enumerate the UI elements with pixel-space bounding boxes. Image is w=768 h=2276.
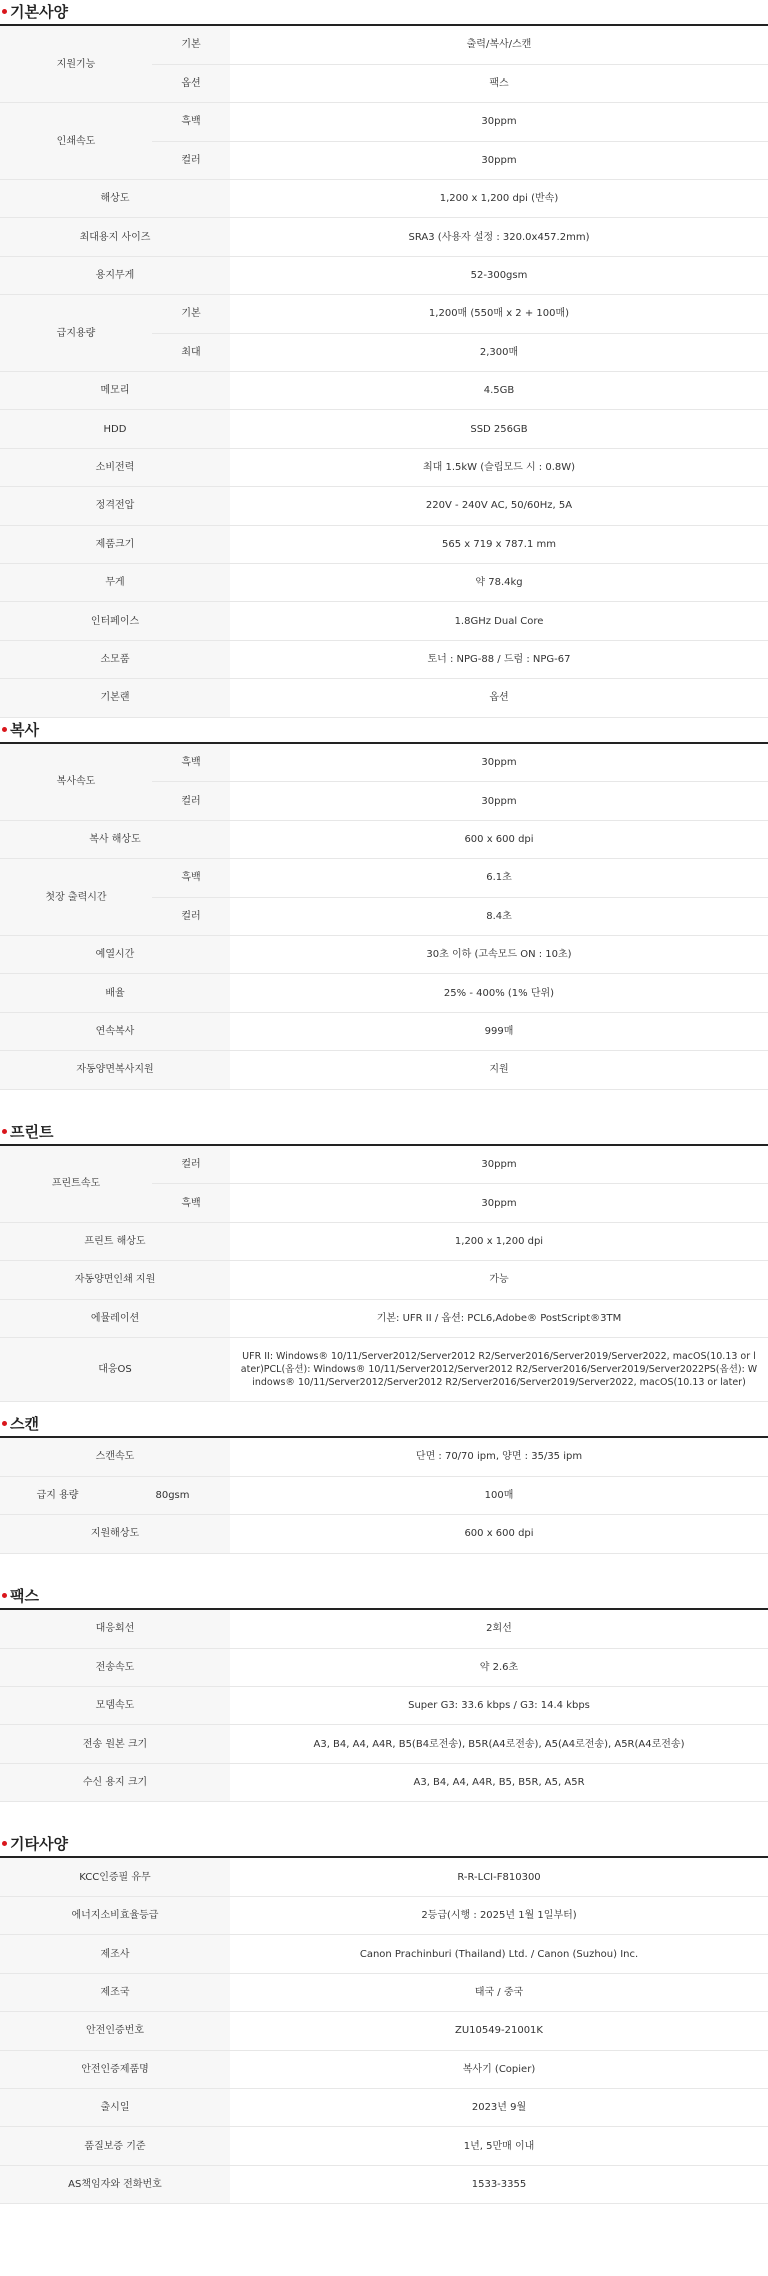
red-bullet-icon: [2, 1421, 7, 1426]
table-row: [0, 218, 768, 256]
row-label: 해상도: [0, 180, 230, 218]
row-value: 600 x 600 dpi: [230, 1515, 768, 1553]
table-row: [0, 525, 768, 563]
table-row: [0, 640, 768, 678]
row-sublabel: 기본: [152, 26, 230, 64]
spec-table: [0, 1858, 768, 2204]
row-label: 급지용량: [0, 295, 152, 372]
row-label: 에너지소비효율등급: [0, 1897, 230, 1935]
row-value: 1,200 x 1,200 dpi (반속): [230, 180, 768, 218]
row-label: 첫장 출력시간: [0, 859, 152, 936]
table-row: [0, 744, 768, 782]
row-label: 인쇄속도: [0, 103, 152, 180]
row-value: Canon Prachinburi (Thailand) Ltd. / Canon (Suzhou) Inc.: [230, 1935, 768, 1973]
row-label: 제조국: [0, 1973, 230, 2011]
row-value: A3, B4, A4, A4R, B5, B5R, A5, A5R: [230, 1763, 768, 1801]
section-other-spec: [0, 1832, 768, 2204]
spec-table: [0, 1610, 768, 1802]
row-value: 1,200매 (550매 x 2 + 100매): [230, 295, 768, 333]
row-value: 30ppm: [230, 744, 768, 782]
row-label: 최대용지 사이즈: [0, 218, 230, 256]
table-row: [0, 2088, 768, 2126]
table-row: [0, 256, 768, 294]
red-bullet-icon: [2, 1593, 7, 1598]
row-value: SSD 256GB: [230, 410, 768, 448]
table-row: [0, 180, 768, 218]
table-row: [0, 1897, 768, 1935]
table-row: [0, 679, 768, 717]
section-copy: [0, 718, 768, 1120]
row-label: 전송속도: [0, 1648, 230, 1686]
table-row: [0, 2165, 768, 2203]
row-value: 565 x 719 x 787.1 mm: [230, 525, 768, 563]
row-label: HDD: [0, 410, 230, 448]
table-row: [0, 1146, 768, 1184]
table-row: [0, 2127, 768, 2165]
table-row: [0, 103, 768, 141]
row-value: 30ppm: [230, 782, 768, 820]
row-value: 25% - 400% (1% 단위): [230, 974, 768, 1012]
row-value: 6.1초: [230, 859, 768, 897]
row-value: 600 x 600 dpi: [230, 820, 768, 858]
row-label: 소모품: [0, 640, 230, 678]
row-value: 30초 이하 (고속모드 ON : 10초): [230, 935, 768, 973]
red-bullet-icon: [2, 727, 7, 732]
section-title-bar: [0, 1120, 768, 1146]
row-value: 옵션: [230, 679, 768, 717]
row-label: 급지 용량: [0, 1476, 115, 1514]
table-row: [0, 1858, 768, 1896]
row-label: 지원기능: [0, 26, 152, 103]
table-row: [0, 1515, 768, 1553]
table-row: [0, 1973, 768, 2011]
row-value: 2등급(시행 : 2025년 1월 1일부터): [230, 1897, 768, 1935]
row-value: 가능: [230, 1261, 768, 1299]
row-sublabel: 최대: [152, 333, 230, 371]
row-value: 1년, 5만매 이내: [230, 2127, 768, 2165]
row-value: 태국 / 중국: [230, 1973, 768, 2011]
row-value: 복사기 (Copier): [230, 2050, 768, 2088]
row-label: 용지무게: [0, 256, 230, 294]
row-sublabel: 컬러: [152, 141, 230, 179]
row-value: 최대 1.5kW (슬립모드 시 : 0.8W): [230, 448, 768, 486]
spec-table: [0, 744, 768, 1090]
row-label: 출시일: [0, 2088, 230, 2126]
row-label: 품질보증 기준: [0, 2127, 230, 2165]
row-label: 모뎀속도: [0, 1686, 230, 1724]
row-value: A3, B4, A4, A4R, B5(B4로전송), B5R(A4로전송), A5(A4로전송), A5R(A4로전송): [230, 1725, 768, 1763]
row-label: 안전인증번호: [0, 2012, 230, 2050]
row-label: 안전인증제품명: [0, 2050, 230, 2088]
row-label: 자동양면복사지원: [0, 1051, 230, 1089]
row-label: 인터페이스: [0, 602, 230, 640]
row-label: 에뮬레이션: [0, 1299, 230, 1337]
row-label: 무게: [0, 563, 230, 601]
spec-table: [0, 1438, 768, 1554]
spec-table: [0, 26, 768, 718]
table-row: [0, 1338, 768, 1402]
table-row: [0, 1648, 768, 1686]
row-label: 정격전압: [0, 487, 230, 525]
table-row: [0, 1051, 768, 1089]
section-scan: [0, 1412, 768, 1584]
row-label: 지원해상도: [0, 1515, 230, 1553]
table-row: [0, 372, 768, 410]
table-row: [0, 1610, 768, 1648]
table-row: [0, 820, 768, 858]
row-value: 2회선: [230, 1610, 768, 1648]
row-value: 100매: [230, 1476, 768, 1514]
table-row: [0, 1686, 768, 1724]
table-row: [0, 1012, 768, 1050]
section-basic-spec: [0, 0, 768, 718]
row-label: 메모리: [0, 372, 230, 410]
table-row: [0, 2050, 768, 2088]
table-row: [0, 1935, 768, 1973]
row-label: 자동양면인쇄 지원: [0, 1261, 230, 1299]
row-label: 수신 용지 크기: [0, 1763, 230, 1801]
row-sublabel: 컬러: [152, 782, 230, 820]
table-row: [0, 1299, 768, 1337]
row-sublabel: 흑백: [152, 859, 230, 897]
table-row: [0, 448, 768, 486]
table-row: [0, 2012, 768, 2050]
row-sublabel: 기본: [152, 295, 230, 333]
row-value: 8.4초: [230, 897, 768, 935]
table-row: [0, 935, 768, 973]
row-value: 30ppm: [230, 103, 768, 141]
red-bullet-icon: [2, 1841, 7, 1846]
section-title: 기본사양: [10, 3, 68, 21]
row-value: 출력/복사/스캔: [230, 26, 768, 64]
row-sublabel: 흑백: [152, 744, 230, 782]
table-row: [0, 974, 768, 1012]
row-value: ZU10549-21001K: [230, 2012, 768, 2050]
row-sublabel: 컬러: [152, 1146, 230, 1184]
spec-table: [0, 1146, 768, 1402]
row-label: 대응회선: [0, 1610, 230, 1648]
table-row: [0, 602, 768, 640]
row-value: 4.5GB: [230, 372, 768, 410]
row-sublabel: 컬러: [152, 897, 230, 935]
row-value: 30ppm: [230, 1184, 768, 1222]
section-title-bar: [0, 1832, 768, 1858]
row-label: 기본랜: [0, 679, 230, 717]
row-value: 약 2.6초: [230, 1648, 768, 1686]
row-value: 2,300매: [230, 333, 768, 371]
table-row: [0, 563, 768, 601]
table-row: [0, 295, 768, 333]
row-label: 대응OS: [0, 1338, 230, 1402]
red-bullet-icon: [2, 1129, 7, 1134]
row-label: 연속복사: [0, 1012, 230, 1050]
table-row: [0, 26, 768, 64]
section-title-bar: [0, 1412, 768, 1438]
row-value: 2023년 9월: [230, 2088, 768, 2126]
row-label: 제조사: [0, 1935, 230, 1973]
table-row: [0, 1438, 768, 1476]
row-value: 30ppm: [230, 141, 768, 179]
row-sublabel: 80gsm: [115, 1476, 230, 1514]
section-title-bar: [0, 0, 768, 26]
row-label: 프린트 해상도: [0, 1222, 230, 1260]
row-label: 프린트속도: [0, 1146, 152, 1223]
row-value: 1533-3355: [230, 2165, 768, 2203]
table-row: [0, 1476, 768, 1514]
red-bullet-icon: [2, 9, 7, 14]
row-label: 소비전력: [0, 448, 230, 486]
section-fax: [0, 1584, 768, 1832]
row-label: KCC인증필 유무: [0, 1858, 230, 1896]
row-label: 스캔속도: [0, 1438, 230, 1476]
row-value: 52-300gsm: [230, 256, 768, 294]
table-row: [0, 410, 768, 448]
table-row: [0, 859, 768, 897]
row-value: 단면 : 70/70 ipm, 양면 : 35/35 ipm: [230, 1438, 768, 1476]
table-row: [0, 1261, 768, 1299]
row-value: 약 78.4kg: [230, 563, 768, 601]
section-title: 프린트: [10, 1122, 54, 1141]
row-label: 예열시간: [0, 935, 230, 973]
row-label: 복사속도: [0, 744, 152, 821]
row-label: 복사 해상도: [0, 820, 230, 858]
row-sublabel: 흑백: [152, 1184, 230, 1222]
row-value: 1.8GHz Dual Core: [230, 602, 768, 640]
row-label: AS책임자와 전화번호: [0, 2165, 230, 2203]
row-label: 제품크기: [0, 525, 230, 563]
section-title: 팩스: [10, 1586, 39, 1605]
row-value: 999매: [230, 1012, 768, 1050]
section-title-bar: [0, 718, 768, 744]
section-title: 복사: [10, 720, 39, 739]
row-value: 1,200 x 1,200 dpi: [230, 1222, 768, 1260]
table-row: [0, 1222, 768, 1260]
section-title: 기타사양: [10, 1835, 68, 1854]
row-sublabel: 옵션: [152, 64, 230, 102]
row-label: 전송 원본 크기: [0, 1725, 230, 1763]
row-label: 배율: [0, 974, 230, 1012]
row-value: 기본: UFR II / 옵션: PCL6,Adobe® PostScript®3TM: [230, 1299, 768, 1337]
table-row: [0, 1763, 768, 1801]
section-print: [0, 1120, 768, 1412]
row-value: R-R-LCI-F810300: [230, 1858, 768, 1896]
row-value: 토너 : NPG-88 / 드럼 : NPG-67: [230, 640, 768, 678]
table-row: [0, 1725, 768, 1763]
section-title: 스캔: [10, 1415, 39, 1433]
row-value: 30ppm: [230, 1146, 768, 1184]
section-title-bar: [0, 1584, 768, 1610]
row-value: 220V - 240V AC, 50/60Hz, 5A: [230, 487, 768, 525]
row-value: UFR II: Windows® 10/11/Server2012/Server2012 R2/Server2016/Server2019/Server2022, macOS(10.13 or later)PCL(옵션): Windows® 10/11/Server2012/Server2012 R2/Server2016/Server2019/Server2022PS(옵션): Windows® 10/11/Server2012/Server2012 R2/Server2016/Server2019/Server2022, macOS(10.13 or later): [230, 1338, 768, 1402]
row-value: Super G3: 33.6 kbps / G3: 14.4 kbps: [230, 1686, 768, 1724]
table-row: [0, 487, 768, 525]
row-value: 지원: [230, 1051, 768, 1089]
row-value: 팩스: [230, 64, 768, 102]
row-value: SRA3 (사용자 설정 : 320.0x457.2mm): [230, 218, 768, 256]
row-sublabel: 흑백: [152, 103, 230, 141]
